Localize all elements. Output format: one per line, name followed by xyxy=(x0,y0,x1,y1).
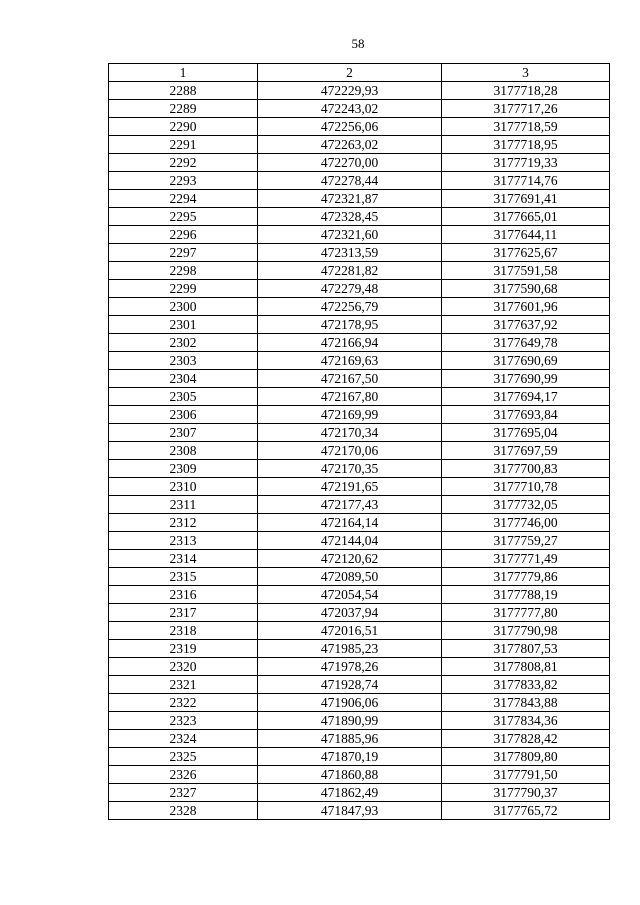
point-number-cell: 2300 xyxy=(109,298,258,316)
table-row xyxy=(109,802,610,820)
y-coordinate-cell: 3177718,59 xyxy=(442,118,610,136)
x-coordinate-cell: 471978,26 xyxy=(258,658,442,676)
point-number-cell: 2313 xyxy=(109,532,258,550)
x-coordinate-cell: 471870,19 xyxy=(258,748,442,766)
page-number-container xyxy=(0,36,640,52)
table-row xyxy=(109,100,610,118)
point-number-cell: 2308 xyxy=(109,442,258,460)
table-row xyxy=(109,334,610,352)
coordinates-table xyxy=(108,63,610,820)
x-coordinate-cell: 471890,99 xyxy=(258,712,442,730)
point-number-cell: 2315 xyxy=(109,568,258,586)
x-coordinate-cell: 472166,94 xyxy=(258,334,442,352)
y-coordinate-cell: 3177690,99 xyxy=(442,370,610,388)
point-number-cell: 2312 xyxy=(109,514,258,532)
point-number-cell: 2316 xyxy=(109,586,258,604)
point-number-cell: 2295 xyxy=(109,208,258,226)
table-row xyxy=(109,262,610,280)
y-coordinate-cell: 3177843,88 xyxy=(442,694,610,712)
x-coordinate-cell: 472263,02 xyxy=(258,136,442,154)
point-number-cell: 2326 xyxy=(109,766,258,784)
point-number-cell: 2303 xyxy=(109,352,258,370)
point-number-cell: 2317 xyxy=(109,604,258,622)
y-coordinate-cell: 3177637,92 xyxy=(442,316,610,334)
point-number-cell: 2325 xyxy=(109,748,258,766)
x-coordinate-cell: 472256,06 xyxy=(258,118,442,136)
table-row xyxy=(109,154,610,172)
point-number-cell: 2305 xyxy=(109,388,258,406)
header-row xyxy=(109,64,610,82)
point-number-cell: 2302 xyxy=(109,334,258,352)
table-row xyxy=(109,586,610,604)
table-row xyxy=(109,424,610,442)
table-row xyxy=(109,658,610,676)
y-coordinate-cell: 3177759,27 xyxy=(442,532,610,550)
table-body xyxy=(109,82,610,820)
x-coordinate-cell: 472321,87 xyxy=(258,190,442,208)
x-coordinate-cell: 472054,54 xyxy=(258,586,442,604)
x-coordinate-cell: 472167,80 xyxy=(258,388,442,406)
table-row xyxy=(109,190,610,208)
x-coordinate-cell: 472169,63 xyxy=(258,352,442,370)
x-coordinate-cell: 472144,04 xyxy=(258,532,442,550)
table-row xyxy=(109,244,610,262)
point-number-cell: 2290 xyxy=(109,118,258,136)
point-number-cell: 2309 xyxy=(109,460,258,478)
table-row xyxy=(109,532,610,550)
point-number-cell: 2307 xyxy=(109,424,258,442)
x-coordinate-cell: 472229,93 xyxy=(258,82,442,100)
point-number-cell: 2306 xyxy=(109,406,258,424)
table-row xyxy=(109,712,610,730)
point-number-cell: 2319 xyxy=(109,640,258,658)
point-number-cell: 2289 xyxy=(109,100,258,118)
table-row xyxy=(109,550,610,568)
point-number-cell: 2321 xyxy=(109,676,258,694)
table-row xyxy=(109,406,610,424)
x-coordinate-cell: 472037,94 xyxy=(258,604,442,622)
point-number-cell: 2292 xyxy=(109,154,258,172)
table-row xyxy=(109,226,610,244)
y-coordinate-cell: 3177791,50 xyxy=(442,766,610,784)
y-coordinate-cell: 3177591,58 xyxy=(442,262,610,280)
y-coordinate-cell: 3177718,95 xyxy=(442,136,610,154)
x-coordinate-cell: 471860,88 xyxy=(258,766,442,784)
point-number-cell: 2327 xyxy=(109,784,258,802)
y-coordinate-cell: 3177693,84 xyxy=(442,406,610,424)
table-header xyxy=(109,64,610,82)
point-number-cell: 2304 xyxy=(109,370,258,388)
y-coordinate-cell: 3177732,05 xyxy=(442,496,610,514)
table-row xyxy=(109,442,610,460)
point-number-cell: 2298 xyxy=(109,262,258,280)
x-coordinate-cell: 472313,59 xyxy=(258,244,442,262)
table-row xyxy=(109,478,610,496)
table-row xyxy=(109,460,610,478)
point-number-cell: 2318 xyxy=(109,622,258,640)
x-coordinate-cell: 472243,02 xyxy=(258,100,442,118)
y-coordinate-cell: 3177710,78 xyxy=(442,478,610,496)
y-coordinate-cell: 3177695,04 xyxy=(442,424,610,442)
y-coordinate-cell: 3177828,42 xyxy=(442,730,610,748)
x-coordinate-cell: 472170,34 xyxy=(258,424,442,442)
point-number-cell: 2301 xyxy=(109,316,258,334)
y-coordinate-cell: 3177714,76 xyxy=(442,172,610,190)
y-coordinate-cell: 3177834,36 xyxy=(442,712,610,730)
table-row xyxy=(109,514,610,532)
point-number-cell: 2288 xyxy=(109,82,258,100)
point-number-cell: 2324 xyxy=(109,730,258,748)
y-coordinate-cell: 3177665,01 xyxy=(442,208,610,226)
table-row xyxy=(109,640,610,658)
y-coordinate-cell: 3177700,83 xyxy=(442,460,610,478)
point-number-cell: 2322 xyxy=(109,694,258,712)
point-number-cell: 2314 xyxy=(109,550,258,568)
y-coordinate-cell: 3177697,59 xyxy=(442,442,610,460)
y-coordinate-cell: 3177644,11 xyxy=(442,226,610,244)
x-coordinate-cell: 471885,96 xyxy=(258,730,442,748)
point-number-cell: 2320 xyxy=(109,658,258,676)
table-row xyxy=(109,298,610,316)
y-coordinate-cell: 3177691,41 xyxy=(442,190,610,208)
x-coordinate-cell: 472169,99 xyxy=(258,406,442,424)
table-row xyxy=(109,622,610,640)
column-header-1: 1 xyxy=(109,64,258,82)
y-coordinate-cell: 3177790,37 xyxy=(442,784,610,802)
point-number-cell: 2299 xyxy=(109,280,258,298)
point-number-cell: 2291 xyxy=(109,136,258,154)
y-coordinate-cell: 3177807,53 xyxy=(442,640,610,658)
table-row xyxy=(109,748,610,766)
y-coordinate-cell: 3177809,80 xyxy=(442,748,610,766)
table-row xyxy=(109,316,610,334)
table-row xyxy=(109,208,610,226)
y-coordinate-cell: 3177765,72 xyxy=(442,802,610,820)
point-number-cell: 2323 xyxy=(109,712,258,730)
y-coordinate-cell: 3177833,82 xyxy=(442,676,610,694)
y-coordinate-cell: 3177719,33 xyxy=(442,154,610,172)
table-row xyxy=(109,730,610,748)
table-row xyxy=(109,82,610,100)
table-row xyxy=(109,766,610,784)
x-coordinate-cell: 472170,06 xyxy=(258,442,442,460)
point-number-cell: 2294 xyxy=(109,190,258,208)
x-coordinate-cell: 472164,14 xyxy=(258,514,442,532)
table-row xyxy=(109,604,610,622)
y-coordinate-cell: 3177771,49 xyxy=(442,550,610,568)
x-coordinate-cell: 472256,79 xyxy=(258,298,442,316)
point-number-cell: 2310 xyxy=(109,478,258,496)
y-coordinate-cell: 3177625,67 xyxy=(442,244,610,262)
point-number-cell: 2311 xyxy=(109,496,258,514)
table-row xyxy=(109,784,610,802)
x-coordinate-cell: 471985,23 xyxy=(258,640,442,658)
y-coordinate-cell: 3177746,00 xyxy=(442,514,610,532)
x-coordinate-cell: 472177,43 xyxy=(258,496,442,514)
x-coordinate-cell: 472321,60 xyxy=(258,226,442,244)
x-coordinate-cell: 471906,06 xyxy=(258,694,442,712)
x-coordinate-cell: 472270,00 xyxy=(258,154,442,172)
point-number-cell: 2293 xyxy=(109,172,258,190)
y-coordinate-cell: 3177779,86 xyxy=(442,568,610,586)
y-coordinate-cell: 3177649,78 xyxy=(442,334,610,352)
column-header-3: 3 xyxy=(442,64,610,82)
x-coordinate-cell: 472170,35 xyxy=(258,460,442,478)
x-coordinate-cell: 472191,65 xyxy=(258,478,442,496)
point-number-cell: 2328 xyxy=(109,802,258,820)
table-row xyxy=(109,118,610,136)
x-coordinate-cell: 472120,62 xyxy=(258,550,442,568)
y-coordinate-cell: 3177788,19 xyxy=(442,586,610,604)
y-coordinate-cell: 3177790,98 xyxy=(442,622,610,640)
column-header-2: 2 xyxy=(258,64,442,82)
table-row xyxy=(109,694,610,712)
table-row xyxy=(109,388,610,406)
x-coordinate-cell: 472279,48 xyxy=(258,280,442,298)
y-coordinate-cell: 3177718,28 xyxy=(442,82,610,100)
table-row xyxy=(109,676,610,694)
y-coordinate-cell: 3177601,96 xyxy=(442,298,610,316)
y-coordinate-cell: 3177808,81 xyxy=(442,658,610,676)
x-coordinate-cell: 472328,45 xyxy=(258,208,442,226)
page-number: 58 xyxy=(351,36,365,51)
table-row xyxy=(109,370,610,388)
x-coordinate-cell: 472281,82 xyxy=(258,262,442,280)
y-coordinate-cell: 3177717,26 xyxy=(442,100,610,118)
x-coordinate-cell: 471928,74 xyxy=(258,676,442,694)
y-coordinate-cell: 3177777,80 xyxy=(442,604,610,622)
x-coordinate-cell: 472278,44 xyxy=(258,172,442,190)
table-row xyxy=(109,136,610,154)
point-number-cell: 2296 xyxy=(109,226,258,244)
y-coordinate-cell: 3177694,17 xyxy=(442,388,610,406)
table-row xyxy=(109,568,610,586)
x-coordinate-cell: 472016,51 xyxy=(258,622,442,640)
y-coordinate-cell: 3177690,69 xyxy=(442,352,610,370)
x-coordinate-cell: 472178,95 xyxy=(258,316,442,334)
table-row xyxy=(109,352,610,370)
x-coordinate-cell: 472167,50 xyxy=(258,370,442,388)
table-row xyxy=(109,280,610,298)
point-number-cell: 2297 xyxy=(109,244,258,262)
x-coordinate-cell: 472089,50 xyxy=(258,568,442,586)
y-coordinate-cell: 3177590,68 xyxy=(442,280,610,298)
x-coordinate-cell: 471862,49 xyxy=(258,784,442,802)
x-coordinate-cell: 471847,93 xyxy=(258,802,442,820)
table-row xyxy=(109,496,610,514)
table-row xyxy=(109,172,610,190)
